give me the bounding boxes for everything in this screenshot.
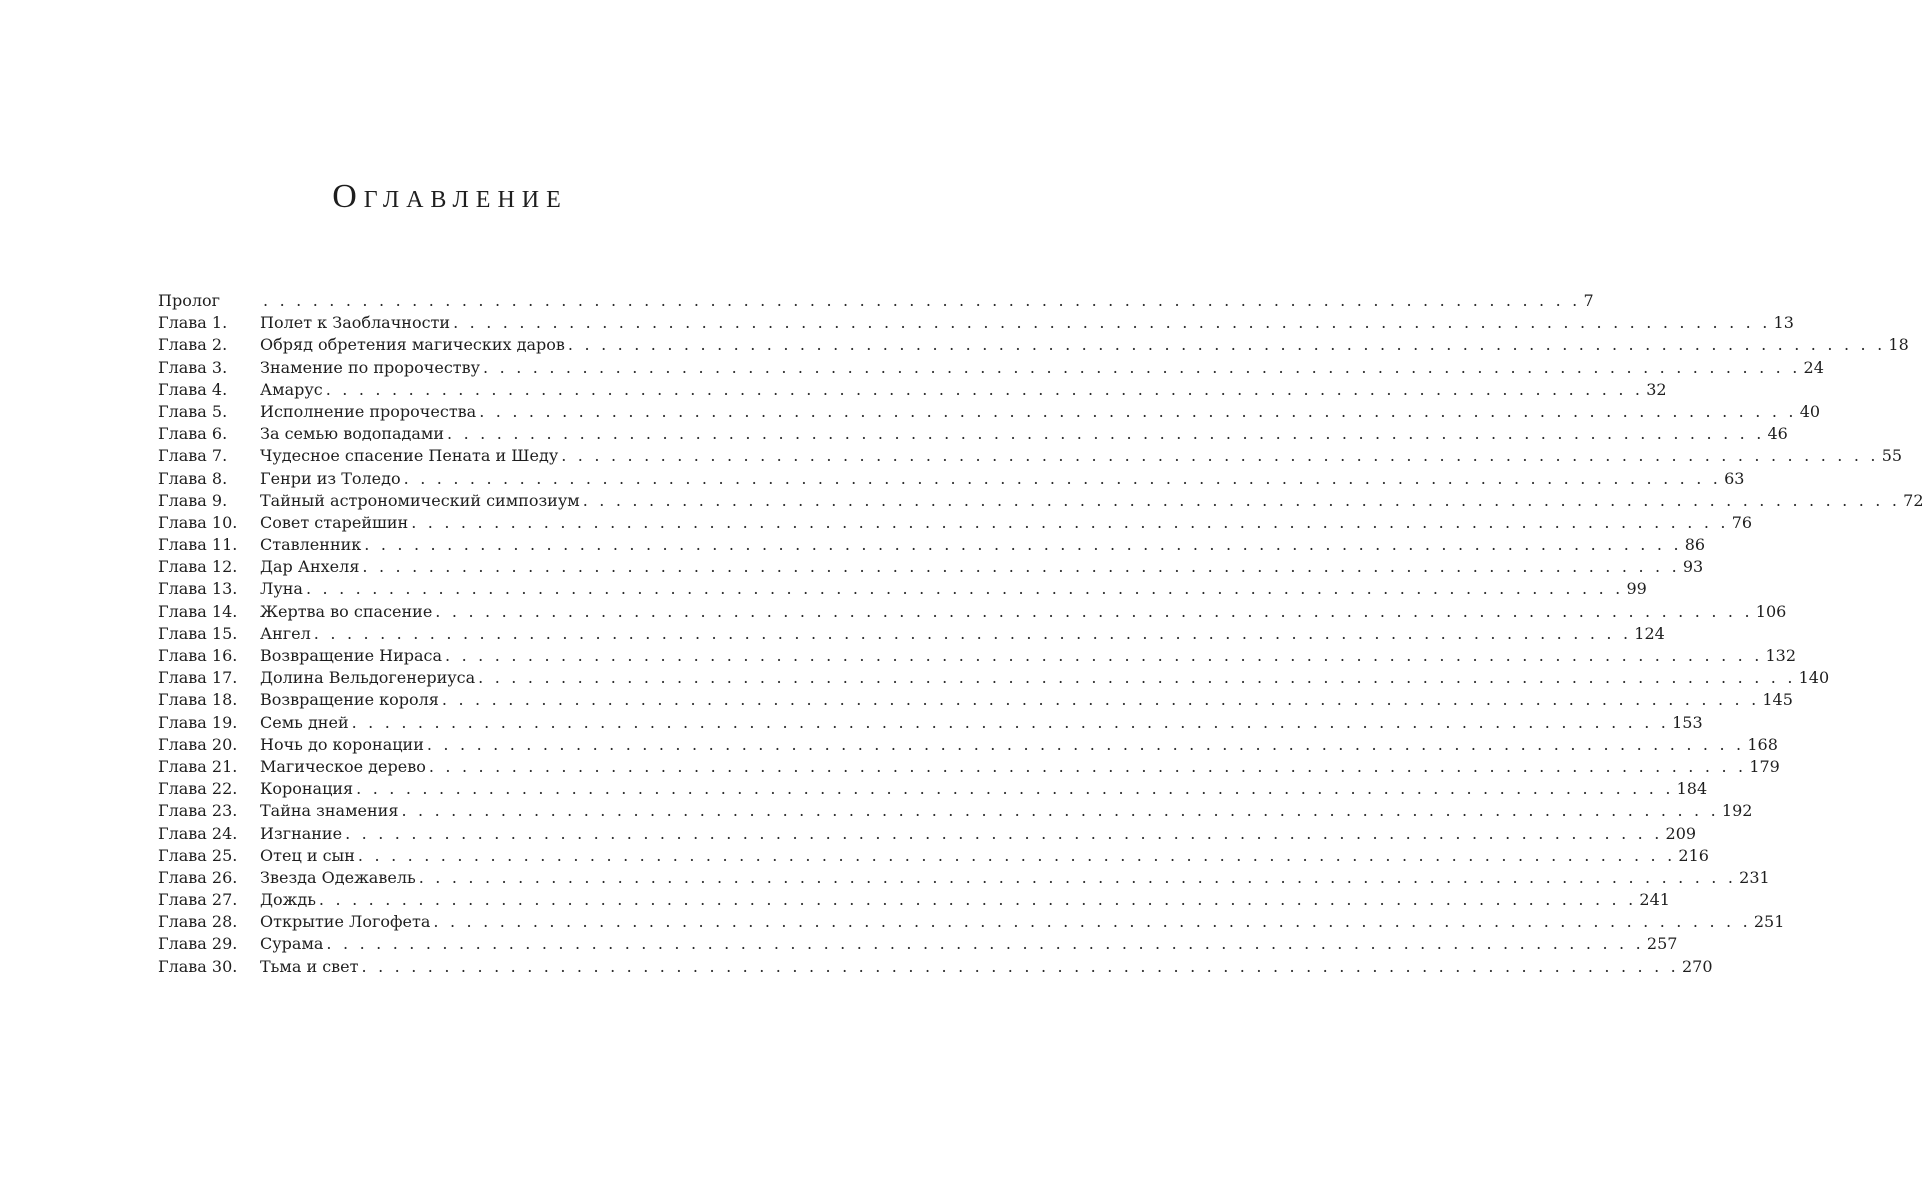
- chapter-title: Амарус: [260, 379, 323, 399]
- page-number: 18: [1888, 335, 1909, 355]
- dot-leader: . . . . . . . . . . . . . . . . . . . . . . . . . . . . . . . . . . . . . . . . . . . . . . . . . . . . . . . . . . . . . . . . . . . . . . . . . . . . . . . .: [483, 357, 1801, 377]
- chapter-number: Глава 17.: [158, 668, 238, 688]
- page-number: 241: [1639, 890, 1670, 910]
- dot-leader: . . . . . . . . . . . . . . . . . . . . . . . . . . . . . . . . . . . . . . . . . . . . . . . . . . . . . . . . . . . . . . . . . . . . . . . . . . . . . . . .: [345, 823, 1663, 843]
- dot-leader: . . . . . . . . . . . . . . . . . . . . . . . . . . . . . . . . . . . . . . . . . . . . . . . . . . . . . . . . . . . . . . . . . . . . . . . . . . . . . . . .: [561, 446, 1879, 466]
- chapter-number: Глава 7.: [158, 446, 228, 466]
- page-number: 132: [1765, 646, 1797, 665]
- chapter-title: Открытие Логофета: [260, 912, 431, 932]
- dot-leader: . . . . . . . . . . . . . . . . . . . . . . . . . . . . . . . . . . . . . . . . . . . . . . . . . . . . . . . . . . . . . . . . . . . . . . . . . . . . . . . .: [364, 535, 1682, 555]
- chapter-number: Глава 8.: [158, 468, 228, 488]
- toc-entry: [158, 379, 1667, 401]
- page-number: 251: [1753, 912, 1785, 932]
- dot-leader: . . . . . . . . . . . . . . . . . . . . . . . . . . . . . . . . . . . . . . . . . . . . . . . . . . . . . . . . . . . . . . . . . . . . . . . . . . . . . . . .: [351, 712, 1670, 732]
- chapter-title: Возвращение Нираса: [260, 646, 443, 665]
- chapter-title: Дар Анхеля: [260, 557, 360, 577]
- chapter-number: Глава 10.: [158, 512, 238, 532]
- chapter-number: Глава 13.: [158, 579, 238, 599]
- page-number: 184: [1676, 779, 1708, 799]
- chapter-title: Луна: [260, 579, 303, 599]
- chapter-title: Знамение по пророчеству: [260, 357, 481, 377]
- page-number: 72: [1903, 490, 1924, 510]
- page-number: 86: [1684, 535, 1706, 555]
- chapter-title: Магическое дерево: [260, 756, 426, 776]
- chapter-number: Глава 18.: [158, 690, 238, 710]
- chapter-number: Глава 12.: [158, 557, 238, 577]
- toc-entry: [158, 823, 1697, 845]
- chapter-title: Долина Вельдогенериуса: [260, 668, 476, 688]
- dot-leader: . . . . . . . . . . . . . . . . . . . . . . . . . . . . . . . . . . . . . . . . . . . . . . . . . . . . . . . . . . . . . . . . . . . . . . . . . . . . . . . .: [441, 690, 1760, 710]
- toc-entry: [158, 734, 1778, 756]
- dot-leader: . . . . . . . . . . . . . . . . . . . . . . . . . . . . . . . . . . . . . . . . . . . . . . . . . . . . . . . . . . . . . . . . . . . . . . . . . . . . . . . .: [263, 291, 1581, 310]
- chapter-number: Глава 25.: [158, 845, 238, 865]
- page-number: 192: [1721, 801, 1753, 821]
- toc-entry: [158, 667, 1830, 689]
- chapter-title: Тьма и свет: [260, 956, 359, 976]
- page-title: Оглавление: [332, 178, 568, 215]
- chapter-number: Глава 6.: [158, 424, 228, 444]
- page-number: 40: [1799, 401, 1821, 421]
- dot-leader: . . . . . . . . . . . . . . . . . . . . . . . . . . . . . . . . . . . . . . . . . . . . . . . . . . . . . . . . . . . . . . . . . . . . . . . . . . . . . . . .: [305, 579, 1624, 599]
- chapter-title: Сурама: [260, 934, 324, 954]
- chapter-number: Глава 9.: [158, 490, 228, 510]
- page-number: 168: [1747, 734, 1778, 754]
- dot-leader: . . . . . . . . . . . . . . . . . . . . . . . . . . . . . . . . . . . . . . . . . . . . . . . . . . . . . . . . . . . . . . . . . . . . . . . . . . . . . . . .: [361, 956, 1679, 976]
- dot-leader: . . . . . . . . . . . . . . . . . . . . . . . . . . . . . . . . . . . . . . . . . . . . . . . . . . . . . . . . . . . . . . . . . . . . . . . . . . . . . . . .: [582, 490, 1901, 510]
- page-number: 257: [1646, 934, 1678, 954]
- page-number: 24: [1803, 357, 1824, 377]
- chapter-title: Отец и сын: [260, 845, 355, 865]
- chapter-number: Глава 2.: [158, 335, 228, 355]
- dot-leader: . . . . . . . . . . . . . . . . . . . . . . . . . . . . . . . . . . . . . . . . . . . . . . . . . . . . . . . . . . . . . . . . . . . . . . . . . . . . . . . .: [318, 890, 1637, 910]
- dot-leader: . . . . . . . . . . . . . . . . . . . . . . . . . . . . . . . . . . . . . . . . . . . . . . . . . . . . . . . . . . . . . . . . . . . . . . . . . . . . . . . .: [453, 313, 1771, 333]
- dot-leader: . . . . . . . . . . . . . . . . . . . . . . . . . . . . . . . . . . . . . . . . . . . . . . . . . . . . . . . . . . . . . . . . . . . . . . . . . . . . . . . .: [447, 424, 1765, 444]
- toc-entry: [158, 712, 1703, 734]
- chapter-number: Глава 21.: [158, 756, 238, 776]
- chapter-number: Глава 16.: [158, 646, 238, 665]
- chapter-title: Тайный астрономический симпозиум: [260, 490, 580, 510]
- toc-entry: [158, 867, 1770, 889]
- toc-entry: [158, 689, 1793, 711]
- toc-entry: [158, 845, 1709, 867]
- chapter-title: Дождь: [260, 890, 316, 910]
- chapter-title: Полет к Заоблачности: [260, 313, 451, 333]
- chapter-title: Изгнание: [260, 823, 343, 843]
- toc-entry: [158, 468, 1745, 490]
- chapter-number: Глава 11.: [158, 535, 238, 555]
- page-number: 179: [1749, 756, 1780, 776]
- toc-entry: [158, 534, 1706, 556]
- chapter-title: Чудесное спасение Пената и Шеду: [260, 446, 559, 466]
- page-number: 32: [1646, 379, 1667, 399]
- chapter-title: Тайна знамения: [260, 801, 399, 821]
- chapter-title: Семь дней: [260, 712, 349, 732]
- chapter-title: Возвращение короля: [260, 690, 439, 710]
- toc-entry: [158, 956, 1713, 978]
- page-number: 140: [1798, 668, 1830, 688]
- page-number: 216: [1678, 845, 1709, 865]
- page-number: 99: [1626, 579, 1647, 599]
- chapter-number: Глава 4.: [158, 379, 228, 399]
- page-number: 46: [1767, 424, 1788, 444]
- dot-leader: . . . . . . . . . . . . . . . . . . . . . . . . . . . . . . . . . . . . . . . . . . . . . . . . . . . . . . . . . . . . . . . . . . . . . . . . . . . . . . . .: [325, 379, 1644, 399]
- chapter-title: Обряд обретения магических даров: [260, 335, 565, 355]
- chapter-title: Звезда Одежавель: [260, 867, 416, 887]
- chapter-number: Глава 27.: [158, 890, 238, 910]
- chapter-number: Глава 26.: [158, 867, 238, 887]
- chapter-number: Глава 3.: [158, 357, 228, 377]
- chapter-number: Глава 15.: [158, 623, 238, 643]
- chapter-number: Глава 23.: [158, 801, 238, 821]
- page-number: 76: [1731, 512, 1753, 532]
- chapter-number: Глава 30.: [158, 956, 238, 976]
- dot-leader: . . . . . . . . . . . . . . . . . . . . . . . . . . . . . . . . . . . . . . . . . . . . . . . . . . . . . . . . . . . . . . . . . . . . . . . . . . . . . . . .: [426, 734, 1745, 754]
- toc-entry: [158, 290, 1594, 312]
- toc-entry: [158, 601, 1787, 623]
- toc-entry: [158, 933, 1678, 955]
- chapter-number: Глава 20.: [158, 734, 238, 754]
- chapter-number: Глава 29.: [158, 934, 238, 954]
- page-number: 145: [1762, 690, 1793, 710]
- dot-leader: . . . . . . . . . . . . . . . . . . . . . . . . . . . . . . . . . . . . . . . . . . . . . . . . . . . . . . . . . . . . . . . . . . . . . . . . . . . . . . . .: [403, 468, 1722, 488]
- chapter-number: Глава 19.: [158, 712, 238, 732]
- chapter-title: Исполнение пророчества: [260, 401, 477, 421]
- toc-entry: [158, 889, 1670, 911]
- toc-entry: [158, 490, 1924, 512]
- dot-leader: . . . . . . . . . . . . . . . . . . . . . . . . . . . . . . . . . . . . . . . . . . . . . . . . . . . . . . . . . . . . . . . . . . . . . . . . . . . . . . . .: [479, 401, 1797, 421]
- toc-entry: [158, 556, 1704, 578]
- chapter-number: Глава 28.: [158, 912, 238, 932]
- dot-leader: . . . . . . . . . . . . . . . . . . . . . . . . . . . . . . . . . . . . . . . . . . . . . . . . . . . . . . . . . . . . . . . . . . . . . . . . . . . . . . . .: [357, 845, 1676, 865]
- page-number: 93: [1682, 557, 1704, 577]
- toc-entry: [158, 512, 1753, 534]
- chapter-title: Жертва во спасение: [260, 601, 433, 621]
- toc-entry: [158, 357, 1824, 379]
- toc-entry: [158, 578, 1647, 600]
- chapter-title: Ангел: [260, 623, 311, 643]
- toc-entry: [158, 778, 1708, 800]
- dot-leader: . . . . . . . . . . . . . . . . . . . . . . . . . . . . . . . . . . . . . . . . . . . . . . . . . . . . . . . . . . . . . . . . . . . . . . . . . . . . . . . .: [445, 646, 1763, 665]
- page-number: 124: [1634, 623, 1665, 643]
- page-number: 209: [1665, 823, 1697, 843]
- chapter-title: Коронация: [260, 779, 354, 799]
- page-number: 270: [1681, 956, 1713, 976]
- toc-entry: [158, 401, 1821, 423]
- toc-entry: [158, 623, 1665, 645]
- dot-leader: . . . . . . . . . . . . . . . . . . . . . . . . . . . . . . . . . . . . . . . . . . . . . . . . . . . . . . . . . . . . . . . . . . . . . . . . . . . . . . . .: [433, 912, 1751, 932]
- chapter-number: Глава 24.: [158, 823, 238, 843]
- dot-leader: . . . . . . . . . . . . . . . . . . . . . . . . . . . . . . . . . . . . . . . . . . . . . . . . . . . . . . . . . . . . . . . . . . . . . . . . . . . . . . . .: [567, 335, 1886, 355]
- page-number: 63: [1724, 468, 1745, 488]
- page-number: 55: [1881, 446, 1903, 466]
- chapter-title: Ставленник: [260, 535, 362, 555]
- toc-entry: [158, 423, 1788, 445]
- page-number: 7: [1583, 291, 1594, 310]
- page-number: 13: [1773, 313, 1794, 333]
- dot-leader: . . . . . . . . . . . . . . . . . . . . . . . . . . . . . . . . . . . . . . . . . . . . . . . . . . . . . . . . . . . . . . . . . . . . . . . . . . . . . . . .: [362, 557, 1680, 577]
- chapter-number: Глава 1.: [158, 313, 228, 333]
- chapter-title: Совет старейшин: [260, 512, 409, 532]
- chapter-title: За семью водопадами: [260, 424, 445, 444]
- page-number: 106: [1755, 601, 1787, 621]
- dot-leader: . . . . . . . . . . . . . . . . . . . . . . . . . . . . . . . . . . . . . . . . . . . . . . . . . . . . . . . . . . . . . . . . . . . . . . . . . . . . . . . .: [418, 867, 1737, 887]
- dot-leader: . . . . . . . . . . . . . . . . . . . . . . . . . . . . . . . . . . . . . . . . . . . . . . . . . . . . . . . . . . . . . . . . . . . . . . . . . . . . . . . .: [326, 934, 1644, 954]
- page-number: 153: [1672, 712, 1703, 732]
- dot-leader: . . . . . . . . . . . . . . . . . . . . . . . . . . . . . . . . . . . . . . . . . . . . . . . . . . . . . . . . . . . . . . . . . . . . . . . . . . . . . . . .: [435, 601, 1753, 621]
- dot-leader: . . . . . . . . . . . . . . . . . . . . . . . . . . . . . . . . . . . . . . . . . . . . . . . . . . . . . . . . . . . . . . . . . . . . . . . . . . . . . . . .: [411, 512, 1729, 532]
- toc-entry: [158, 800, 1753, 822]
- chapter-number: Глава 22.: [158, 779, 238, 799]
- chapter-number: Глава 5.: [158, 401, 228, 421]
- dot-leader: . . . . . . . . . . . . . . . . . . . . . . . . . . . . . . . . . . . . . . . . . . . . . . . . . . . . . . . . . . . . . . . . . . . . . . . . . . . . . . . .: [401, 801, 1719, 821]
- toc-entry: [158, 445, 1903, 467]
- toc-entry: [158, 645, 1797, 667]
- toc-entry: [158, 334, 1909, 356]
- chapter-number: Глава 14.: [158, 601, 238, 621]
- dot-leader: . . . . . . . . . . . . . . . . . . . . . . . . . . . . . . . . . . . . . . . . . . . . . . . . . . . . . . . . . . . . . . . . . . . . . . . . . . . . . . . .: [428, 756, 1747, 776]
- dot-leader: . . . . . . . . . . . . . . . . . . . . . . . . . . . . . . . . . . . . . . . . . . . . . . . . . . . . . . . . . . . . . . . . . . . . . . . . . . . . . . . .: [478, 668, 1796, 688]
- dot-leader: . . . . . . . . . . . . . . . . . . . . . . . . . . . . . . . . . . . . . . . . . . . . . . . . . . . . . . . . . . . . . . . . . . . . . . . . . . . . . . . .: [313, 623, 1632, 643]
- toc-entry: [158, 911, 1785, 933]
- chapter-title: Генри из Толедо: [260, 468, 401, 488]
- page-number: 231: [1739, 867, 1770, 887]
- dot-leader: . . . . . . . . . . . . . . . . . . . . . . . . . . . . . . . . . . . . . . . . . . . . . . . . . . . . . . . . . . . . . . . . . . . . . . . . . . . . . . . .: [356, 779, 1674, 799]
- toc-entry: [158, 312, 1794, 334]
- chapter-title: Ночь до коронации: [260, 734, 424, 754]
- table-of-contents: [158, 290, 1924, 978]
- toc-entry: [158, 756, 1780, 778]
- chapter-number: Пролог: [158, 291, 221, 310]
